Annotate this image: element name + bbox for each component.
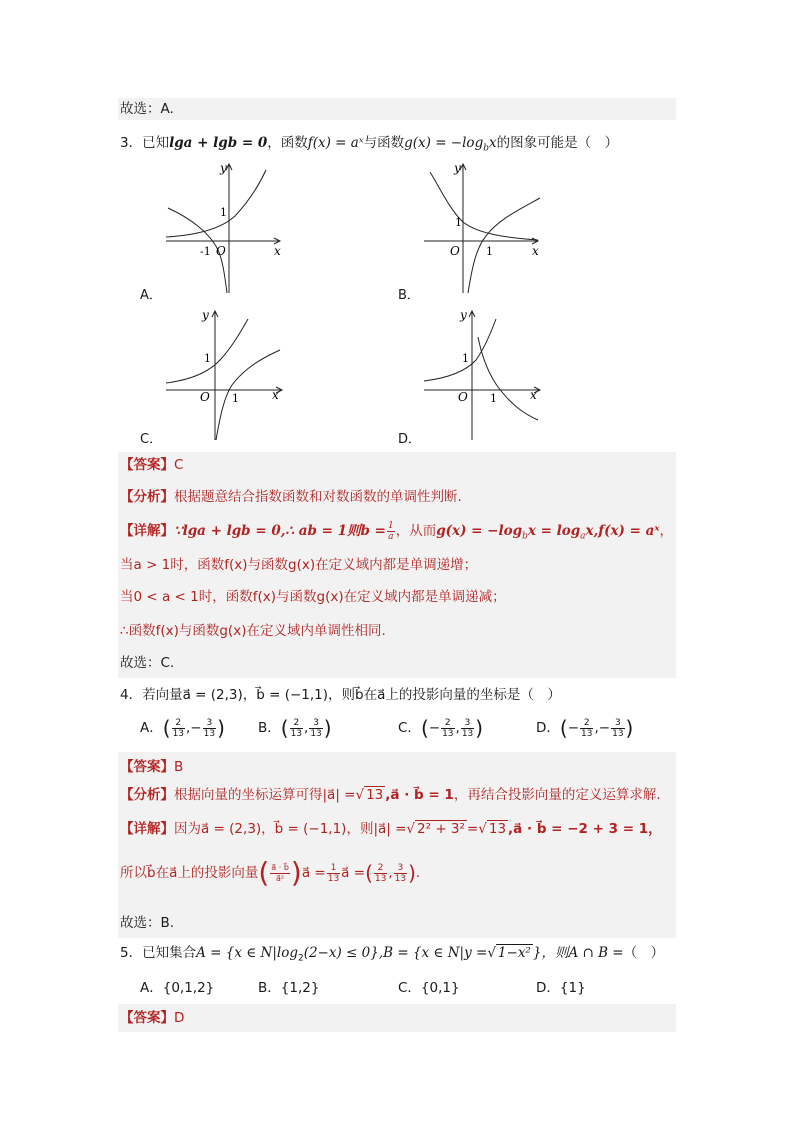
q4-analysis: 【分析】根据向量的坐标运算可得|a⃗| =√ 13 ,a⃗ · b⃗ = 1，再结合投影向量的定义运算求解. bbox=[118, 784, 676, 814]
q3-graph-d bbox=[418, 305, 548, 445]
tick-1-label-y: 1 bbox=[455, 216, 462, 229]
q4-detail-1: 【详解】因为a⃗ = (2,3)，b⃗ = (−1,1)，则|a⃗| =√ 2² + 3² =√ 13 ,a⃗ · b⃗ = −2 + 3 = 1， bbox=[118, 814, 676, 848]
q5-answer: 【答案】D bbox=[118, 1004, 676, 1032]
prev-answer: 故选：A. bbox=[120, 101, 174, 117]
q5-stem: 5．已知集合A = {x ∈ $N|\log_2(2-x) \le 0\},B = \{x$ ∈ N|y =√ 1−x² }，则A ∩ B =（ ） bbox=[120, 945, 665, 964]
q3-detail-1: 【详解】∵lga + lgb = 0,∴ ab = 1则b = $\frac{1}{a}$ ，从而$g(x) = -\log_bx = \log_ax,f(x)$ = aˣ， bbox=[118, 516, 676, 550]
q4-detail-2: 所以b⃗在a⃗上的投影向量( $\frac{a⃗ \cdot b⃗}{\text{a⃗²}}$ )a⃗ = $\frac{1}{13}$ a⃗ =( $\frac{2}{13}$ , $\frac{3}{13}$ ). bbox=[118, 848, 676, 906]
q5-option-c[interactable]: C．{0,1} bbox=[398, 980, 460, 996]
q3-option-b[interactable]: B． bbox=[398, 288, 420, 303]
tick-neg1-label: -1 bbox=[200, 245, 211, 258]
tick-1-label-y: 1 bbox=[462, 352, 469, 365]
q4-option-c[interactable]: C．(− $\frac{2}{13}$ , $\frac{3}{13}$ ) bbox=[398, 716, 484, 740]
q3-graph-b bbox=[418, 158, 548, 298]
q3-detail-3: 当0 < a < 1时，函数f(x)与函数g(x)在定义域内都是单调递减； bbox=[118, 582, 676, 614]
q5-option-d[interactable]: D．{1} bbox=[536, 980, 586, 996]
q3-detail-2: 当a > 1时，函数f(x)与函数g(x)在定义域内都是单调递增； bbox=[118, 550, 676, 582]
q3-analysis: 【分析】根据题意结合指数函数和对数函数的单调性判断. bbox=[118, 486, 676, 516]
axis-x-label: x bbox=[530, 388, 537, 402]
origin-label: O bbox=[458, 390, 468, 404]
axis-x-label: x bbox=[274, 244, 281, 258]
tick-1-label-x: 1 bbox=[232, 392, 239, 405]
q3-final: 故选：C. bbox=[118, 648, 676, 678]
axis-y-label: y bbox=[220, 161, 227, 175]
q3-detail-4: ∴函数f(x)与函数g(x)在定义域内单调性相同. bbox=[118, 614, 676, 648]
q5-option-a[interactable]: A．{0,1,2} bbox=[140, 980, 215, 996]
q4-answer: 【答案】B bbox=[118, 752, 676, 784]
axis-y-label: y bbox=[454, 161, 461, 175]
q4-final: 故选：B. bbox=[118, 906, 676, 938]
tick-1-label-x: 1 bbox=[486, 245, 493, 258]
q4-stem: 4．若向量a⃗ = (2,3)，b⃗ = (−1,1)，则b⃗在a⃗上的投影向量的坐标是（ ） bbox=[120, 687, 561, 703]
q3-answer: 【答案】C bbox=[118, 452, 676, 486]
axis-x-label: x bbox=[532, 244, 539, 258]
q3-stem: 3．已知lga + lgb = 0，函数f(x) = aˣ与函数$g(x) = -\log_bx$的图象可能是（ ） bbox=[120, 135, 619, 154]
q3-graph-c bbox=[160, 305, 290, 445]
origin-label: O bbox=[200, 390, 210, 404]
axis-x-label: x bbox=[272, 388, 279, 402]
q5-option-b[interactable]: B．{1,2} bbox=[258, 980, 320, 996]
q3-option-c[interactable]: C． bbox=[140, 432, 163, 447]
prev-final-line bbox=[118, 98, 676, 120]
q4-option-a[interactable]: A．( $\frac{2}{13}$ ,− $\frac{3}{13}$ ) bbox=[140, 716, 225, 740]
axis-y-label: y bbox=[460, 308, 467, 322]
q3-graph-a bbox=[160, 158, 290, 298]
q4-option-b[interactable]: B．( $\frac{2}{13}$ , $\frac{3}{13}$ ) bbox=[258, 716, 332, 740]
q3-option-d[interactable]: D． bbox=[398, 432, 422, 447]
q4-option-d[interactable]: D．(− $\frac{2}{13}$ ,− $\frac{3}{13}$ ) bbox=[536, 716, 634, 740]
q3-option-a[interactable]: A． bbox=[140, 288, 162, 303]
tick-1-label-y: 1 bbox=[204, 352, 211, 365]
axis-y-label: y bbox=[202, 308, 209, 322]
tick-1-label: 1 bbox=[220, 206, 227, 219]
origin-label: O bbox=[450, 244, 460, 258]
tick-1-label-x: 1 bbox=[490, 392, 497, 405]
origin-label: O bbox=[216, 244, 226, 258]
